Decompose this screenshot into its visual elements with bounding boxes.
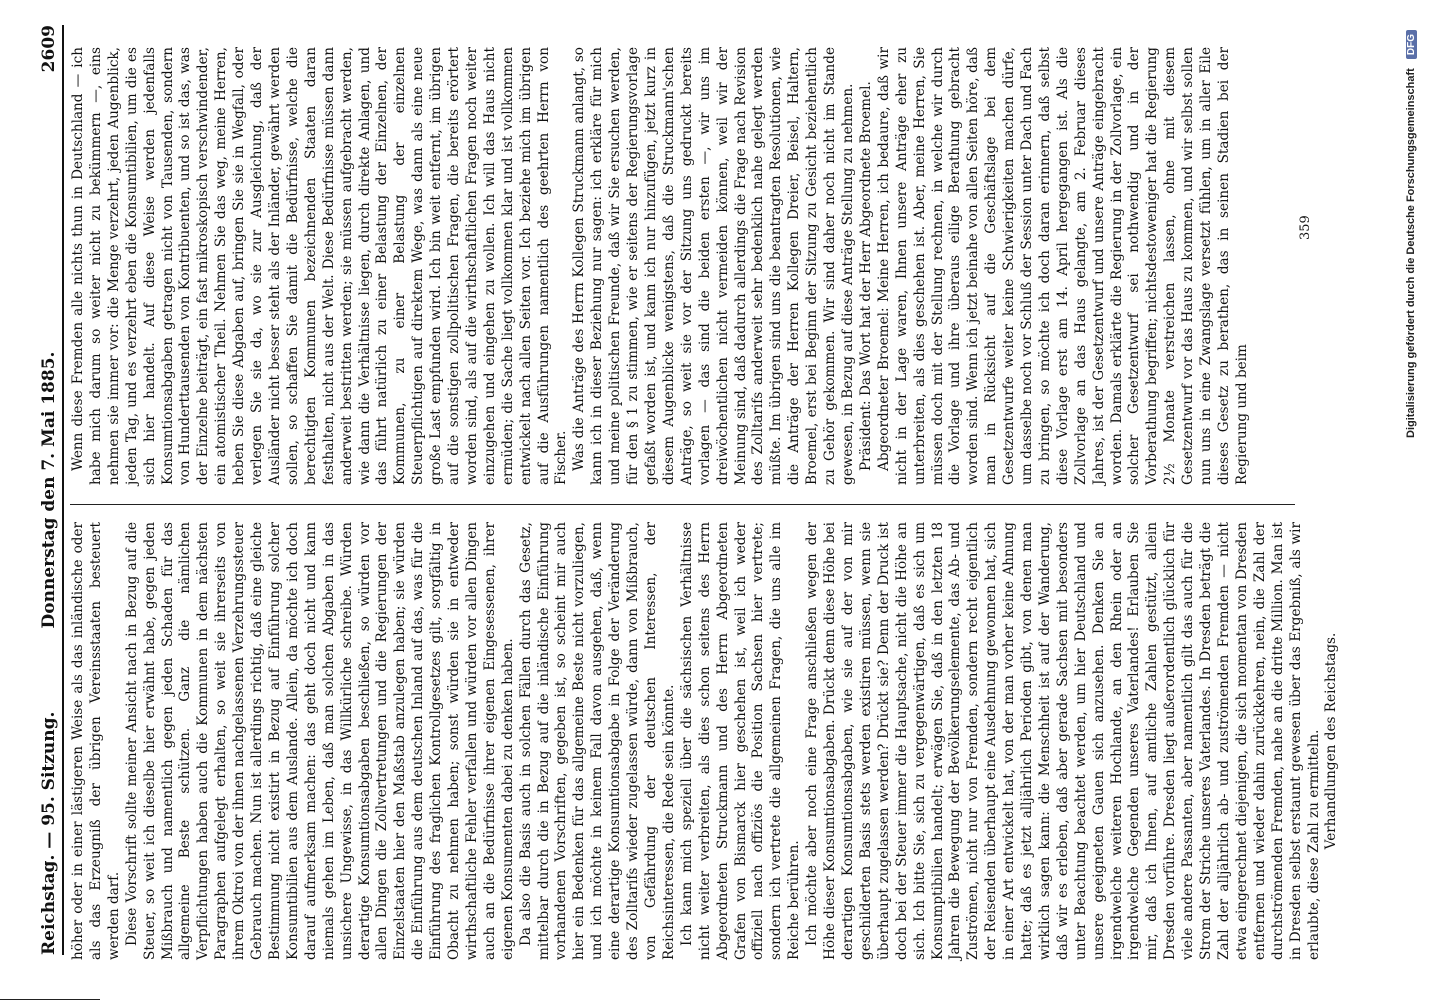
column-divider (70, 504, 1295, 505)
digitization-credit (1405, 30, 1417, 960)
right-column-paragraph: Präsident: Das Wort hat der Herr Abgeordnete Broemel. (857, 81, 874, 471)
right-column-paragraph: Was die Anträge des Herrn Kollegen Struckmann anlangt, so kann ich in dieser Beziehung nur sagen: ich erkläre für mich und meine politischen Freunde, daß wir Sie ersuchen werden, für den § 1 zu stimmen, wie er seitens der Regierungsvorlage gefaßt worden ist, und kann ich nur hinzufügen, jetzt kurz in diesem Augenblicke wenigstens, daß die Struckmann'schen Anträge, so weit sie vor der Sitzung uns gedruckt bereits vorlagen — das sind die beiden ersten —, wir uns im dreiwöchentlichen nicht vermeiden können, weil wir der Meinung sind, daß dadurch allerdings die Frage nach Revision des Zolltarifs anderweit sehr bedenklich nahe gelegt werden müßte. Im übrigen sind uns die beantragten Resolutionen, wie die Anträge der Herren Kollegen Dreier, Beisel, Haltern, Broemel, erst bei Beginn der Sitzung zu Gesicht beziehentlich zu Gehör gekommen. Wir sind daher noch nicht im Stande gewesen, in Bezug auf diese Anträge Stellung zu nehmen. (571, 47, 856, 485)
left-column-paragraph: Verhandlungen des Reichstags. (1323, 632, 1340, 850)
page-number: 2609 (39, 25, 59, 73)
left-column-paragraph: Ich kann mich speziell über die sächsischen Verhältnisse nicht weiter verbreiten, als dies schon seitens des Herrn Abgeordneten Struckmann und des Herrn Abgeordneten Grafen von Bismarck hier geschehen ist, weil ich weder offiziell nach offiziös die Position Sachsen hier vertrete; sondern ich vertrete die allgemeinen Fragen, die uns alle im Reiche berühren. (678, 522, 803, 960)
left-column (70, 522, 1340, 960)
dfg-logo: DFG (1406, 30, 1417, 59)
right-column (70, 47, 1285, 485)
left-column-paragraph: Diese Vorschrift sollte meiner Ansicht nach in Bezug auf die Steuer, so weit ich dieselbe hier erwähnt habe, gegen jeden Mißbrauch und namentlich gegen jeden Schaden für das allgemeine Beste schützen. Ganz die nämlichen Verpflichtungen haben auch die Kommunen in dem nächsten Paragraphen aufgelegt erhalten, so weit sie ihrerseits von ihrem Oktroi von der ihnen nachgelassenen Verzehrungssteuer Gebrauch machen. Nun ist allerdings richtig, daß eine gleiche Bestimmung nicht existirt in Bezug auf Einführung solcher Konsumtibilien aus dem Auslande. Allein, da möchte ich doch darauf aufmerksam machen: das geht doch nicht und kann niemals gehen im Leben, daß man solchen Abgaben in das unsichere Ungewisse, in das Willkürliche schreibe. Würden derartige Konsumtionsabgaben beschließen, so würden vor allen Dingen die Zollvertretungen und die Regierungen der Einzelstaaten hier den Maßstab anzulegen haben; sie würden die Einführung aus dem deutschen Inland auf das, was für die Einführung des fraglichen Kontrollgesetzes gilt, sorgfältig in Obacht zu nehmen haben; sonst würden sie in entweder wirthschaftliche Fehler verfallen und würden vor allen Dingen auch an die Bedürfnisse ihrer eigenen Eingesessenen, ihrer eigenen Konsumenten dabei zu denken haben. (123, 522, 516, 960)
left-column-paragraph: Ich möchte aber noch eine Frage anschließen wegen der Höhe dieser Konsumtionsabgaben. Drückt denn diese Höhe bei derartigen Konsumtionsabgaben, wie sie auf der von mir geschilderten Basis stets werden existiren müssen, wenn sie überhaupt zugelassen werden? Drückt sie? Denn der Druck ist doch bei der Steuer immer die Hauptsache, nicht die Höhe an sich. Ich bitte Sie, sich zu vergegenwärtigen, daß es sich um Konsumptibilien handelt; erwägen Sie, daß in den letzten 18 Jahren die Bewegung der Bevölkerungselemente, das Ab- und Zuströmen, nicht nur von Fremden, sondern recht eigentlich der Reisenden überhaupt eine Ausdehnung gewonnen hat, sich in einer Art entwickelt hat, von der man vorher keine Ahnung hatte; daß es jetzt alljährlich Perioden gibt, von denen man wirklich sagen kann: die Menschheit ist auf der Wanderung, daß wir es erleben, daß aber gerade Sachsen mit besonders unter Beachtung beachtet werden, um hier Deutschland und unsere geeigneten Gauen sich anzusehen. Denken Sie an irgendwelche weiteren Hochlande, an den Rhein oder an irgendwelche Gegenden unseres Vaterlandes! Erlauben Sie mir, daß ich Ihnen, auf amtliche Zahlen gestützt, allein Dresden vorführe. Dresden liegt außerordentlich glücklich für viele andere Passanten, aber namentlich gilt das auch für die Strom der Striche unseres Vaterlandes. In Dresden beträgt die Zahl der alljährlich ab- und zuströmenden Fremden — nicht etwa eingerechnet diejenigen, die sich momentan von Dresden entfernen und wieder dahin zurückkehren, nein, die Zahl der durchströmenden Fremden, nahe an die dritte Million. Man ist in Dresden selbst erstaunt gewesen über das Ergebniß, als wir erlaubte, diese Zahl zu ermitteln. (804, 522, 1322, 960)
right-column-paragraph: Wenn diese Fremden alle nichts thun in Deutschland — ich habe mich darum so weiter nicht zu bekümmern —, eins nehmen sie immer vor: die Menge verzehrt, jeden Augenblick, jeden Tag, und es verzehrt eben die Konsumtibilien, um die es sich hier handelt. Auf diese Weise werden jedenfalls Konsumtionsabgaben getragen nicht von Tausenden, sondern von Hunderttausenden von Kontribuenten, und so ist das, was der Einzelne beiträgt, ein fast mikroskopisch verschwindender, ein atomistischer Theil. Nehmen Sie das weg, meine Herren, heben Sie diese Abgaben auf, bringen Sie sie in Wegfall, oder verlegen Sie sie da, wo sie zur Ausgleichung, daß der Ausländer nicht besser steht als der Inländer, gewährt werden sollen, so schaffen Sie damit die Bedürfnisse, welche die berechtigten Kommunen bezeichnenden Staaten daran festhalten, nicht aus der Welt. Diese Bedürfnisse müssen dann anderweit bestritten werden; sie müssen aufgebracht werden, wie dann die Verhältnisse liegen, durch direkte Anlagen, und das führt natürlich zu einer Belastung der Einzelnen, der Kommunen, zu einer Belastung der einzelnen Steuerpflichtigen auf direktem Wege, was dann als eine neue große Last empfunden wird. Ich bin weit entfernt, im übrigen auf die sonstigen zollpolitischen Fragen, die bereits erörtert worden sind, als auf die wirthschaftlichen Fragen noch weiter einzugehen und eingehen zu wollen. Ich will das Haus nicht ermüden; die Sache liegt vollkommen klar und ist vollkommen entwickelt nach allen Seiten vor. Ich beziehe mich im übrigen auf die Ausführungen namentlich des geehrten Herrn von Fischer. (70, 47, 570, 485)
left-column-paragraph: Da also die Basis auch in solchen Fällen durch das Gesetz, mittelbar durch die in Bezug auf die inländische Einführung vorhandenen Vorschriften, gegeben ist, so scheint mir auch hier ein Bedenken für das allgemeine Beste nicht vorzuliegen, und ich möchte in keinem Fall davon ausgehen, daß, wenn eine derartige Konsumtionsabgabe in Folge der Veränderung des Zolltarifs wieder zugelassen würde, dann von Mißbrauch, von Gefährdung der deutschen Interessen, der Reichsinteressen, die Rede sein könnte. (517, 522, 677, 960)
header-date: Donnerstag den 7. Mai 1885. (39, 351, 59, 629)
signature-mark: 359 (1298, 215, 1313, 240)
header-session: Reichstag. — 95. Sitzung. (39, 711, 59, 955)
right-column-paragraph: Abgeordneter Broemel: Meine Herren, ich bedaure, daß wir nicht in der Lage waren, Ihnen unsere Anträge eher zu unterbreiten, als dies geschehen ist. Aber, meine Herren, Sie müssen doch mit der Stellung rechnen, in welche wir durch die Vorlage und ihre überaus eilige Berathung gebracht worden sind. Wenn ich jetzt beinahe von allen Seiten höre, daß man in Rücksicht auf die Geschäftslage bei dem Gesetzentwurfe weiter keine Schwierigkeiten machen dürfe, um dasselbe noch vor Schluß der Session unter Dach und Fach zu bringen, so möchte ich doch daran erinnern, daß selbst diese Vorlage erst am 14. April hergegangen ist. Als die Zollvorlage an das Haus gelangte, am 2. Februar dieses Jahres, ist der Gesetzentwurf und unsere Anträge eingebracht worden. Damals erklärte die Regierung in der Zollvorlage, ein solcher Gesetzentwurf sei nothwendig und in der Vorberathung begriffen; nichtsdestoweniger hat die Regierung 2½ Monate verstreichen lassen, ohne mit diesem Gesetzentwurf vor das Haus zu kommen, und wir selbst sollen nun uns in eine Zwangslage versetzt fühlen, um in aller Eile dieses Gesetz zu berathen, das in seinen Stadien bei der Regierung und beim (875, 47, 1250, 485)
page-header (32, 25, 64, 955)
left-column-paragraph: höher oder in einer lästigeren Weise als das inländische oder als das Erzeugniß der übrigen Vereinsstaaten besteuert werden darf. (70, 522, 122, 960)
credit-text: Digitalisierung gefördert durch die Deutsche Forschungsgemeinschaft (1405, 68, 1417, 438)
